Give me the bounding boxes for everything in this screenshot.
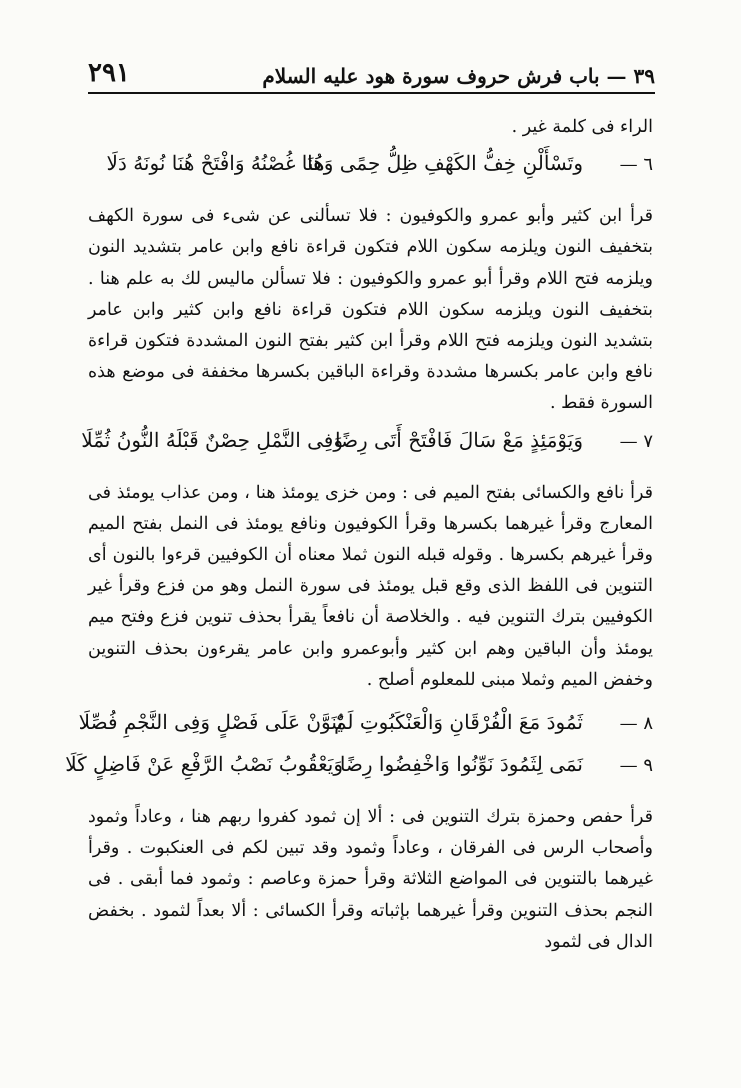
intro-line: الراء فى كلمة غير . xyxy=(511,117,653,137)
verse-first-hemistich: ثَمُودَ مَعَ الْفُرْقَانِ وَالْعَنْكَبُوتِ لَمْ xyxy=(334,710,583,735)
verse-second-hemistich: وَفِى النَّمْلِ حِصْنٌ قَبْلَهُ النُّونُ ثُمِّلَا xyxy=(81,427,343,452)
verse-8 xyxy=(78,710,653,752)
verse-number: ٧ — xyxy=(619,430,653,452)
verse-7 xyxy=(81,427,653,470)
page-header xyxy=(88,52,655,94)
commentary-paragraph-2: قرأ نافع والكسائى بفتح الميم فى : ومن خزى يومئذ هنا ، ومن عذاب يومئذ فى المعارج وقرأ غيرهما بكسرها وقرأ الكوفيون ونافع يومئذ فى النمل بفتح الميم وقرأ غيرهم بكسرها . وقوله قبله النون ثملا معناه أن الكوفيين قرءوا بالنون أى التنوين فى اللفظ الذى وقع قبل يومئذ فى سورة النمل وهو من فزع وقرأ غير الكوفيين بترك التنوين فيه . والخلاصة أن نافعاً يقرأ بحذف تنوين فزع وفتح ميم يومئذ وأن الباقين وهم ابن كثير وأبوعمرو وابن عامر يقرءون بحذف التنوين وخفض الميم وثملا مبنى للمعلوم أصلح . xyxy=(88,482,653,690)
verse-first-hemistich: وتَسْأَلْنِ خِفُّ الكَهْفِ ظِلُّ حِمًى وَهَا xyxy=(307,151,583,176)
verse-second-hemistich: هُنَا غُصْنُهُ وَافْتَحْ هُنَا نُونَهُ دَلَا xyxy=(106,151,325,176)
page-number: ٢٩١ xyxy=(88,58,130,88)
verse-second-hemistich: يُنَوَّنْ عَلَى فَصْلٍ وَفِى النَّجْمِ فُصِّلَا xyxy=(78,710,343,735)
verse-9 xyxy=(65,752,653,794)
verse-number: ٨ — xyxy=(619,713,653,735)
verse-6 xyxy=(88,151,653,193)
verse-second-hemistich: وَيَعْقُوبُ نَصْبُ الرَّفْعِ عَنْ فَاضِلٍ كَلَا xyxy=(65,752,343,777)
running-title: ٣٩ — باب فرش حروف سورة هود عليه السلام xyxy=(262,64,655,88)
verse-number: ٦ — xyxy=(619,154,653,176)
verse-number: ٩ — xyxy=(619,755,653,777)
verse-first-hemistich: وَيَوْمَئِذٍ مَعْ سَالَ فَافْتَحْ أَتَى رِضًا xyxy=(334,427,583,452)
commentary-paragraph-3: قرأ حفص وحمزة بترك التنوين فى : ألا إن ثمود كفروا ربهم هنا ، وعاداً وثمود وأصحاب الرس فى الفرقان ، وعاداً وثمود وقد تبين لكم فى العنكبوت . وقرأ غيرهما بالتنوين فى المواضع الثلاثة وقرأ حمزة وعاصم : وثمود فما أبقى . فى النجم بحذف التنوين وقرأ غيرهما بإثباته وقرأ الكسائى : ألا بعداً لثمود . بخفض الدال فى لثمود xyxy=(88,807,653,952)
commentary-paragraph-1: قرأ ابن كثير وأبو عمرو والكوفيون : فلا تسألنى عن شىء فى سورة الكهف بتخفيف النون ويلزمه سكون اللام فتكون قراءة نافع وابن عامر بتشديد النون ويلزمه فتح اللام وقرأ أبو عمرو والكوفيون : فلا تسألن ماليس لك به علم هنا . بتخفيف النون ويلزمه سكون اللام فتكون قراءة نافع وابن كثير وابن عامر بتشديد النون ويلزمه فتح اللام وقرأ ابن كثير بفتح النون المشددة فتكون قراءة نافع وابن عامر بكسرها مشددة وقراءة الباقين بكسرها مخففة فى موضع هذه السورة فقط . xyxy=(88,206,653,414)
page-body xyxy=(65,112,653,958)
verse-first-hemistich: نَمَى لِثَمُودَ نَوِّنُوا وَاخْفِضُوا رِضًا xyxy=(339,752,583,777)
